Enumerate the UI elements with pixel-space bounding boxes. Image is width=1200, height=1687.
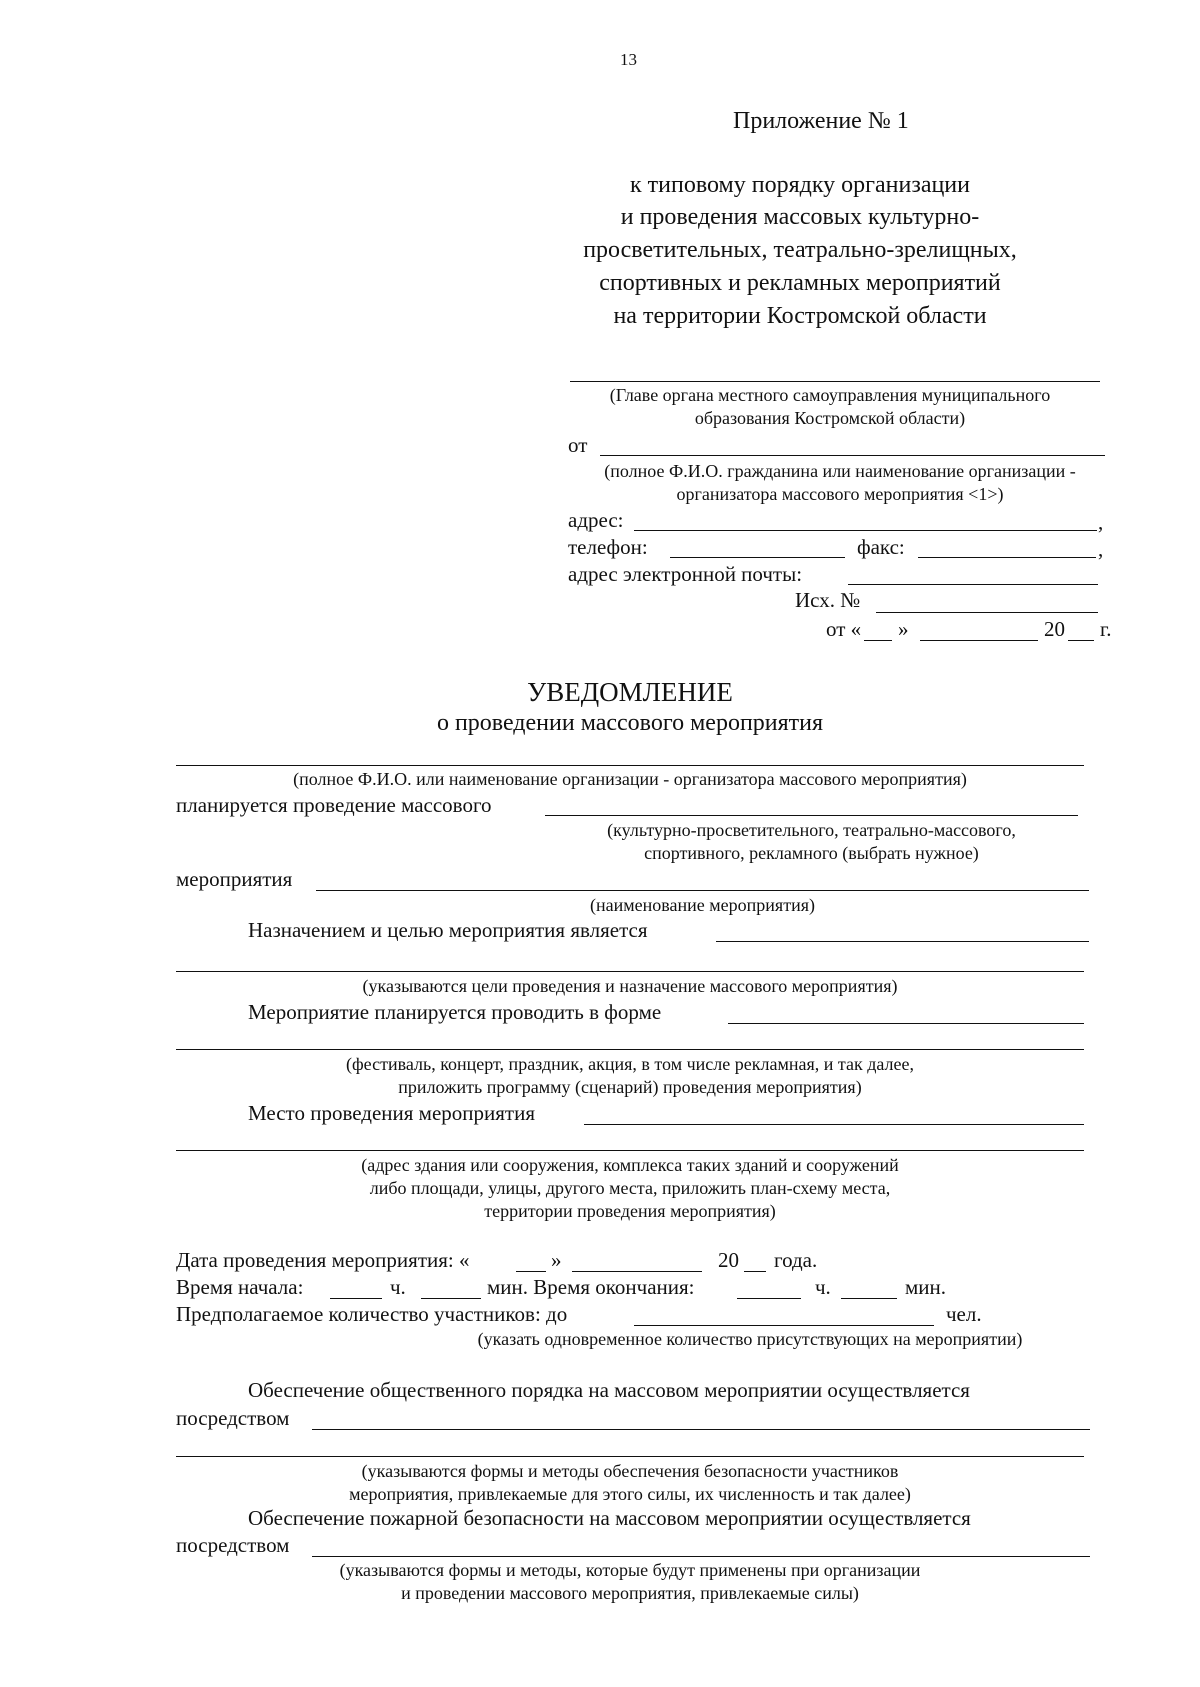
start-label: Время начала: (176, 1275, 304, 1299)
event-label: мероприятия (176, 867, 293, 891)
form-caption: (фестиваль, концерт, праздник, акция, в том числе рекламная, и так далее, (346, 1054, 914, 1074)
date-year-prefix: 20 (718, 1248, 739, 1272)
notice-subtitle: о проведении массового мероприятия (436, 710, 824, 736)
phone-field[interactable] (670, 557, 845, 558)
form-field[interactable] (728, 1023, 1084, 1024)
email-label: адрес электронной почты: (568, 562, 803, 586)
appendix-title: Приложение № 1 (733, 108, 909, 134)
purpose-text: Назначением и целью мероприятия является (248, 918, 648, 942)
place-field[interactable] (584, 1124, 1084, 1125)
appendix-line: спортивных и рекламных мероприятий (599, 270, 1001, 296)
from-caption: (полное Ф.И.О. гражданина или наименование организации - (604, 461, 1076, 481)
participants-field[interactable] (634, 1325, 934, 1326)
outgoing-number-field[interactable] (876, 612, 1098, 613)
order-caption: (указываются формы и методы обеспечения безопасности участников (361, 1461, 899, 1481)
type-caption: спортивного, рекламного (выбрать нужное) (644, 843, 979, 863)
place-caption: (адрес здания или сооружения, комплекса таких зданий и сооружений (361, 1155, 899, 1175)
type-caption: (культурно-просветительного, театрально-массового, (607, 820, 1016, 840)
date-close: » (551, 1248, 562, 1272)
place-caption: либо площади, улицы, другого места, приложить план-схему места, (369, 1178, 891, 1198)
form-caption: приложить программу (сценарий) проведения мероприятия) (398, 1077, 862, 1097)
fax-field[interactable] (918, 557, 1096, 558)
date-day-field[interactable] (516, 1271, 546, 1272)
end-hours-field[interactable] (737, 1298, 801, 1299)
order-field[interactable] (312, 1429, 1090, 1430)
place-field-2[interactable] (176, 1150, 1084, 1151)
outgoing-date-close: » (898, 617, 909, 641)
from-label: от (568, 433, 588, 457)
fire-by-means: посредством (176, 1533, 290, 1557)
address-field[interactable] (634, 530, 1097, 531)
recipient-line[interactable] (570, 381, 1100, 382)
participants-caption: (указать одновременное количество присутствующих на мероприятии) (477, 1329, 1023, 1349)
end-minutes-unit: мин. (905, 1275, 947, 1299)
fax-comma: , (1098, 537, 1104, 561)
fire-caption: и проведении массового мероприятия, привлекаемые силы) (401, 1583, 859, 1603)
appendix-line: к типовому порядку организации (630, 172, 970, 198)
event-name-caption: (наименование мероприятия) (590, 895, 815, 915)
from-field[interactable] (600, 455, 1105, 456)
form-text: Мероприятие планируется проводить в форме (248, 1000, 662, 1024)
fire-caption: (указываются формы и методы, которые будут применены при организации (339, 1560, 921, 1580)
from-caption: организатора массового мероприятия <1>) (676, 484, 1004, 504)
page-number: 13 (620, 50, 637, 69)
order-caption: мероприятия, привлекаемые для этого силы, их численность и так далее) (349, 1484, 911, 1504)
address-comma: , (1098, 510, 1104, 534)
start-hours-unit: ч. (390, 1275, 406, 1299)
recipient-caption: (Главе органа местного самоуправления муниципального (609, 385, 1051, 405)
outgoing-year-field[interactable] (1068, 640, 1094, 641)
outgoing-label: Исх. № (795, 588, 861, 612)
notice-title: УВЕДОМЛЕНИЕ (527, 677, 733, 707)
outgoing-month-field[interactable] (920, 640, 1038, 641)
outgoing-date-open: от « (826, 617, 862, 641)
address-label: адрес: (568, 508, 624, 532)
outgoing-year-suffix: г. (1100, 617, 1112, 641)
appendix-line: на территории Костромской области (613, 303, 987, 329)
date-year-field[interactable] (744, 1271, 766, 1272)
place-caption: территории проведения мероприятия) (484, 1201, 776, 1221)
phone-label: телефон: (568, 535, 648, 559)
place-text: Место проведения мероприятия (248, 1101, 535, 1125)
appendix-line: и проведения массовых культурно- (620, 204, 980, 230)
order-by-means: посредством (176, 1406, 290, 1430)
outgoing-day-field[interactable] (864, 640, 892, 641)
fire-text: Обеспечение пожарной безопасности на массовом мероприятии осуществляется (248, 1506, 971, 1530)
planned-text: планируется проведение массового (176, 793, 492, 817)
start-minutes-end-label: мин. Время окончания: (487, 1275, 695, 1299)
purpose-field-2[interactable] (176, 971, 1084, 972)
outgoing-year-prefix: 20 (1044, 617, 1065, 641)
participants-unit: чел. (946, 1302, 982, 1326)
fire-field[interactable] (312, 1556, 1090, 1557)
form-field-2[interactable] (176, 1049, 1084, 1050)
organizer-caption: (полное Ф.И.О. или наименование организации - организатора массового мероприятия) (293, 769, 967, 789)
participants-label: Предполагаемое количество участников: до (176, 1302, 568, 1326)
start-minutes-field[interactable] (421, 1298, 481, 1299)
purpose-caption: (указываются цели проведения и назначение массового мероприятия) (362, 976, 898, 996)
purpose-field[interactable] (716, 941, 1089, 942)
end-hours-unit: ч. (815, 1275, 831, 1299)
end-minutes-field[interactable] (841, 1298, 897, 1299)
date-year-suffix: года. (774, 1248, 818, 1272)
organizer-field[interactable] (176, 765, 1084, 766)
fax-label: факс: (857, 535, 905, 559)
order-field-2[interactable] (176, 1456, 1084, 1457)
email-field[interactable] (848, 584, 1098, 585)
appendix-line: просветительных, театрально-зрелищных, (583, 237, 1017, 263)
date-label: Дата проведения мероприятия: « (176, 1248, 470, 1272)
start-hours-field[interactable] (330, 1298, 382, 1299)
order-text: Обеспечение общественного порядка на массовом мероприятии осуществляется (248, 1378, 970, 1402)
recipient-caption: образования Костромской области) (694, 408, 966, 428)
event-name-field[interactable] (316, 890, 1089, 891)
date-month-field[interactable] (572, 1271, 702, 1272)
event-type-field[interactable] (545, 815, 1078, 816)
